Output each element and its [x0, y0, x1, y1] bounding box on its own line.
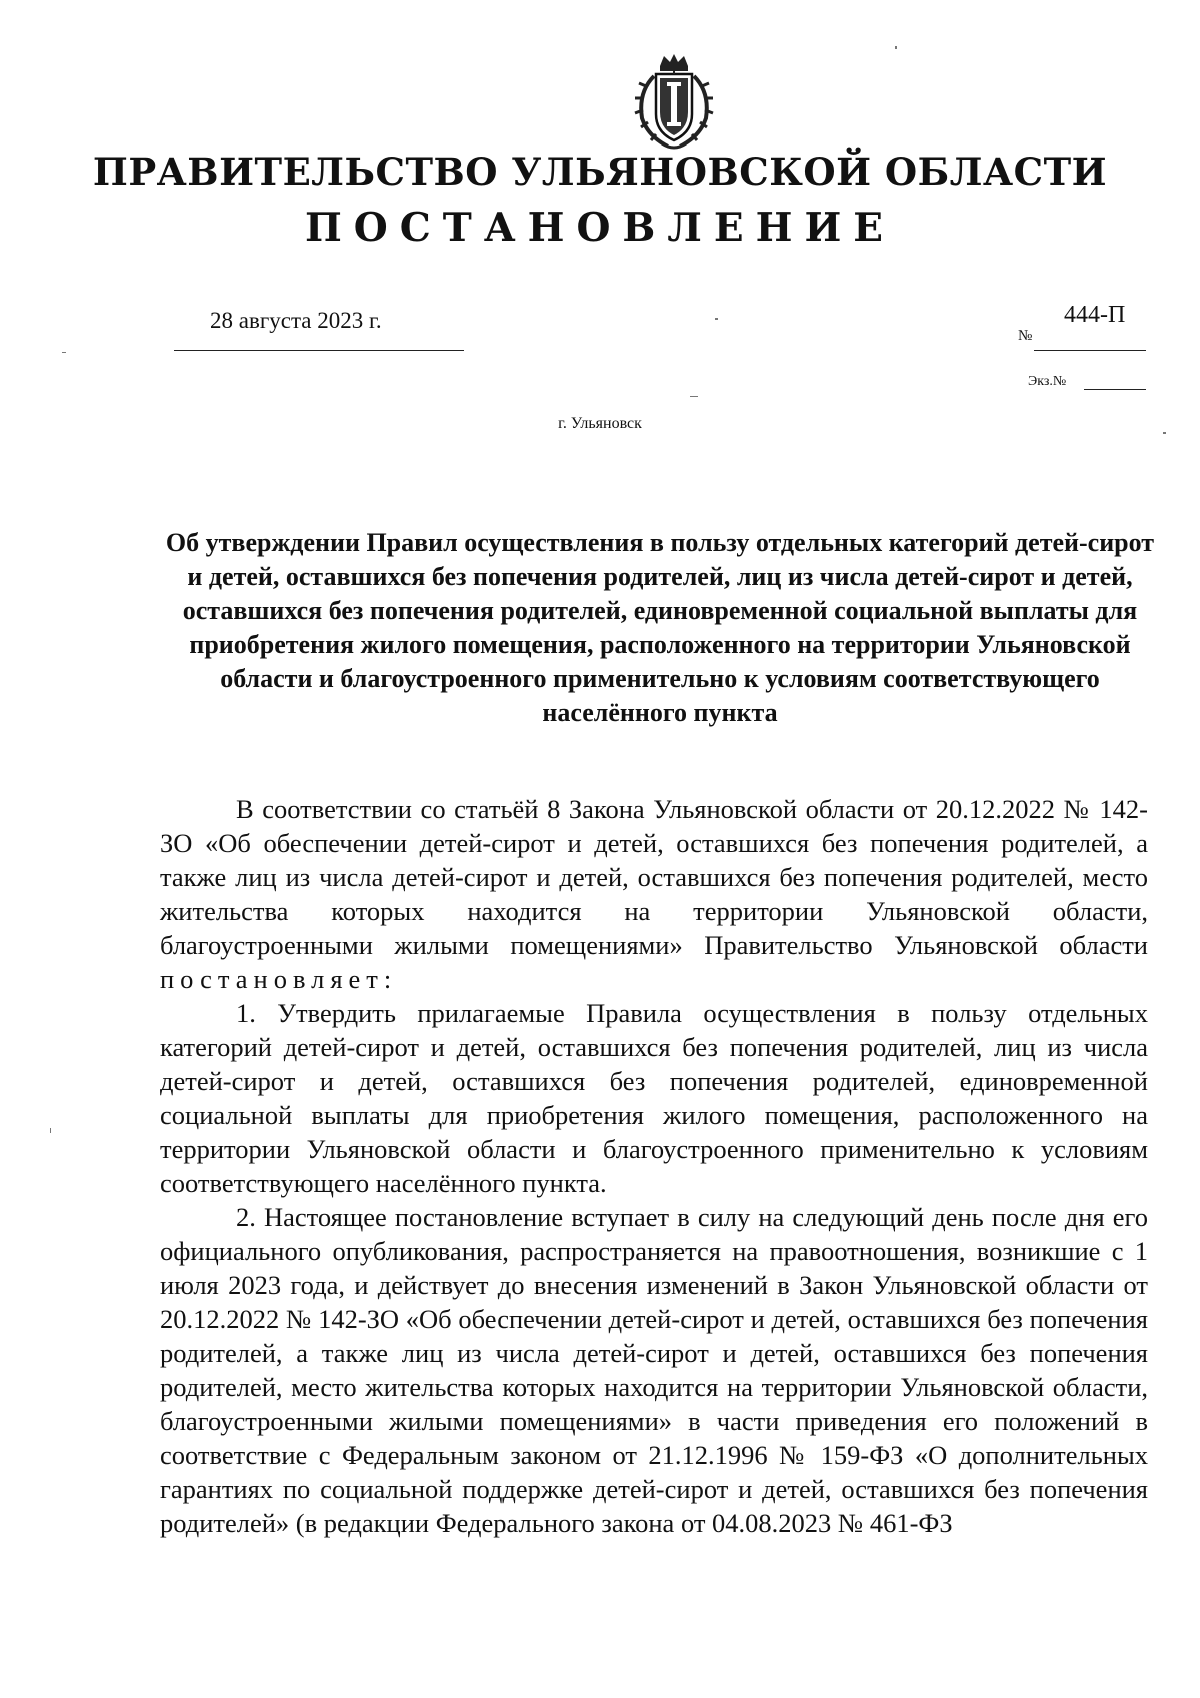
scan-speck	[50, 1128, 51, 1133]
document-type-heading: ПОСТАНОВЛЕНИЕ	[304, 205, 896, 251]
number-label: №	[1018, 328, 1033, 344]
copy-number-label: Экз.№	[1028, 374, 1067, 389]
number-underline	[1034, 350, 1146, 351]
government-name-heading: ПРАВИТЕЛЬСТВО УЛЬЯНОВСКОЙ ОБЛАСТИ	[92, 150, 1108, 194]
resolves-word: постановляет:	[160, 964, 398, 994]
decree-body	[160, 792, 1148, 1540]
scan-speck	[62, 352, 66, 353]
scan-speck	[895, 46, 897, 49]
date-underline	[174, 350, 464, 351]
scan-speck	[1163, 432, 1166, 434]
item-2-paragraph: 2. Настоящее постановление вступает в силу на следующий день после дня его официального опубликования, распространяется на правоотношения, возникшие с 1 июля 2023 года, и действует до внесения изменений в Закон Ульяновской области от 20.12.2022 № 142-ЗО «Об обеспечении детей-сирот и детей, оставшихся без попечения родителей, а также лиц из числа детей-сирот и детей, оставшихся без попечения родителей, место жительства которых находится на территории Ульяновской области, благоустроенными жилыми помещениями» в части приведения его положений в соответствие с Федеральным законом от 21.12.1996 № 159-ФЗ «О дополнительных гарантиях по социальной поддержке детей-сирот и детей, оставшихся без попечения родителей» (в редакции Федерального закона от 04.08.2023 № 461-ФЗ	[160, 1202, 1148, 1538]
scan-speck	[690, 396, 698, 397]
decree-number: 444-П	[1064, 302, 1126, 328]
scan-speck	[715, 318, 718, 320]
item-1-paragraph: 1. Утвердить прилагаемые Правила осуществления в пользу отдельных категорий детей-сирот и детей, оставшихся без попечения родителей, лиц из числа детей-сирот и детей, оставшихся без попечения родителей, единовременной социальной выплаты для приобретения жилого помещения, расположенного на территории Ульяновской области и благоустроенного применительно к условиям соответствующего населённого пункта.	[160, 998, 1148, 1198]
decree-date: 28 августа 2023 г.	[210, 308, 382, 333]
coat-of-arms-emblem	[626, 52, 722, 156]
preamble-paragraph	[160, 792, 1148, 996]
preamble-text: В соответствии со статьёй 8 Закона Ульяновской области от 20.12.2022 № 142-ЗО «Об обеспечении детей-сирот и детей, оставшихся без попечения родителей, а также лиц из числа детей-сирот и детей, оставшихся без попечения родителей, место жительства которых находится на территории Ульяновской области, благоустроенными жилыми помещениями» Правительство Ульяновской области	[160, 794, 1148, 960]
copy-number-underline	[1084, 389, 1146, 390]
decree-title: Об утверждении Правил осуществления в пользу отдельных категорий детей-сирот и детей, оставшихся без попечения родителей, лиц из числа детей-сирот и детей, оставшихся без попечения родителей, единовременной социальной выплаты для приобретения жилого помещения, расположенного на территории Ульяновской области и благоустроенного применительно к условиям соответствующего населённого пункта	[165, 528, 1155, 727]
city-label: г. Ульяновск	[558, 415, 642, 432]
